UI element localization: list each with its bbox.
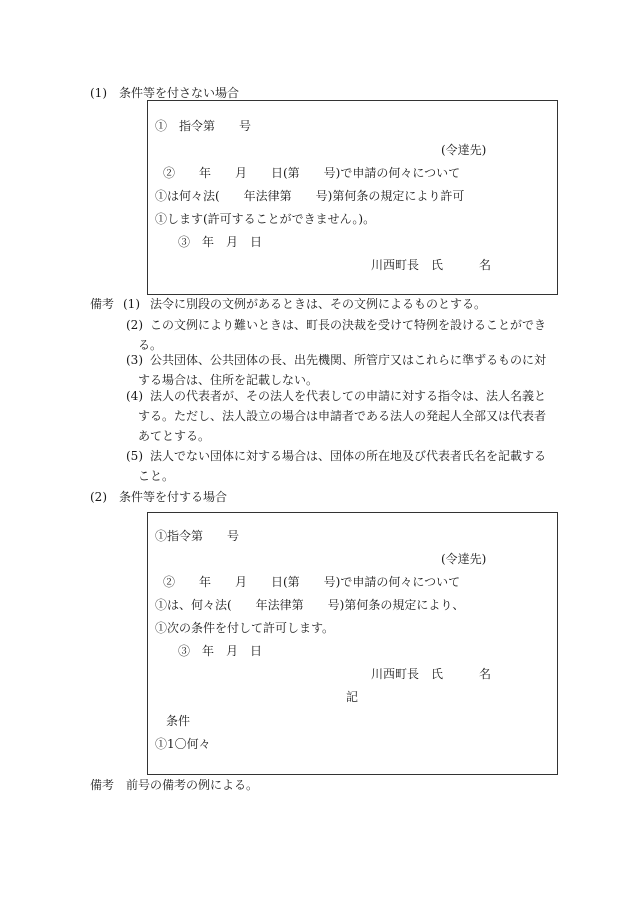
s1-note-text-1: 法令に別段の文例があるときは、その文例によるものとする。 — [150, 297, 487, 311]
s1-form-line2: ② 年 月 日(第 号)で申請の何々について — [163, 166, 461, 180]
s1-note-num-5: (5) — [126, 449, 143, 463]
s1-form-line1: ① 指令第 号 — [155, 119, 252, 133]
s1-form-line4: ①します(許可することができません。)。 — [155, 212, 376, 226]
s2-form-line4: ①次の条件を付して許可します。 — [155, 621, 335, 635]
s2-form-condition-item: ①1〇何々 — [155, 737, 211, 751]
s1-note-num-1: (1) — [123, 297, 140, 311]
s2-form-signature: 川西町長 氏 名 — [371, 667, 492, 681]
s1-note-text-4: 法人の代表者が、その法人を代表しての申請に対する指令は、法人名義とする。ただし、法人設立の場合は申請者である法人の発起人全部又は代表者あてとする。 — [138, 389, 547, 443]
s1-note-num-4: (4) — [126, 389, 143, 403]
s1-form-addressee: (令達先) — [441, 143, 487, 157]
s2-form-ki: 記 — [346, 690, 359, 704]
s2-form-addressee: (令達先) — [441, 552, 487, 566]
s2-form-conditions-label: 条件 — [166, 714, 191, 728]
s1-note-text-5: 法人でない団体に対する場合は、団体の所在地及び代表者氏名を記載すること。 — [138, 449, 547, 483]
s1-note-num-3: (3) — [126, 353, 143, 367]
s2-form-line2: ② 年 月 日(第 号)で申請の何々について — [163, 575, 461, 589]
s2-form-line5: ③ 年 月 日 — [178, 644, 263, 658]
s2-form-line3: ①は、何々法( 年法律第 号)第何条の規定により、 — [155, 598, 465, 612]
s1-form-line5: ③ 年 月 日 — [178, 235, 263, 249]
s2-notes-label: 備考 — [90, 778, 115, 792]
section1-heading: (1) 条件等を付さない場合 — [90, 86, 239, 100]
s2-form-line1: ①指令第 号 — [155, 529, 240, 543]
s2-note-text: 前号の備考の例による。 — [126, 778, 259, 792]
s1-notes-label: 備考 — [90, 297, 115, 311]
s1-note-text-2: この文例により難いときは、町長の決裁を受けて特例を設けることができる。 — [138, 318, 547, 352]
s1-note-text-3: 公共団体、公共団体の長、出先機関、所管庁又はこれらに準ずるものに対する場合は、住所を記載しない。 — [138, 353, 547, 387]
s1-note-num-2: (2) — [126, 318, 143, 332]
s1-form-line3: ①は何々法( 年法律第 号)第何条の規定により許可 — [155, 189, 465, 203]
s1-form-signature: 川西町長 氏 名 — [371, 258, 492, 272]
section2-heading: (2) 条件等を付する場合 — [90, 490, 227, 504]
